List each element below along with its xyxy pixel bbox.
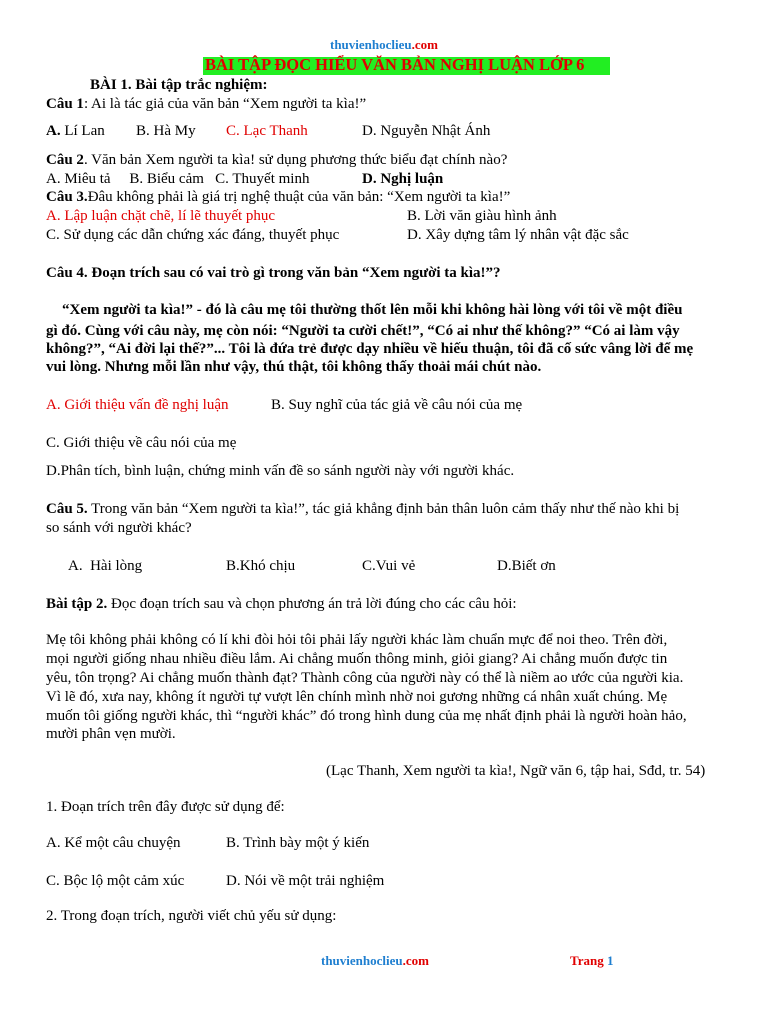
q1-option-c: C. Lạc Thanh (226, 123, 308, 139)
q5-question-line2: so sánh với người khác? (46, 520, 192, 536)
bai2-sub1-option-d: D. Nói về một trải nghiệm (226, 873, 385, 889)
q5-option-a: A. Hài lòng (68, 558, 143, 574)
q1-question (46, 95, 366, 113)
bai2-sub1-question: 1. Đoạn trích trên đây được sử dụng để: (46, 799, 285, 815)
q5-label: Câu 5. (46, 501, 88, 517)
footer-site-name (321, 953, 429, 969)
q3-option-c: C. Sử dụng các dẫn chứng xác đáng, thuyết phục (46, 227, 340, 243)
q5-option-d: D.Biết ơn (497, 558, 556, 574)
bai2-instruction (46, 595, 517, 613)
bai2-source: (Lạc Thanh, Xem người ta kìa!, Ngữ văn 6, tập hai, Sđd, tr. 54) (326, 763, 706, 779)
page-title: BÀI TẬP ĐỌC HIỂU VĂN BẢN NGHỊ LUẬN LỚP 6 (205, 55, 585, 74)
footer-site-part1: thuvienhoclieu (321, 953, 403, 968)
q2-label: Câu 2 (46, 152, 84, 168)
bai2-sub2-question: 2. Trong đoạn trích, người viết chủ yếu sử dụng: (46, 908, 337, 924)
q1-option-a (46, 122, 105, 140)
q3-question (46, 188, 510, 206)
q1-option-d: D. Nguyễn Nhật Ánh (362, 123, 491, 139)
bai2-passage-line: mười phân vẹn mười. (46, 726, 176, 742)
q4-excerpt-line: “Xem người ta kìa!” - đó là câu mẹ tôi thường thốt lên mỗi khi không hài lòng với tôi về một điều (62, 302, 683, 318)
q1-a-label: A. (46, 123, 61, 139)
bai2-passage-line: yêu, tôn trọng? Ai chẳng muốn thành đạt? Thành công của người này có thể là niềm ao ước của người kia. (46, 670, 684, 686)
q5-text: Trong văn bản “Xem người ta kìa!”, tác giả khẳng định bản thân luôn cảm thấy như thế nào khi bị (87, 501, 680, 517)
q4-excerpt-line: không?”, “Ai đời lại thế?”... Tôi là đứa trẻ được dạy nhiều về hiếu thuận, tôi đã cố sức vâng lời để mẹ (46, 341, 694, 357)
q1-label: Câu 1 (46, 96, 84, 112)
bai2-passage-line: muốn tôi giống người khác, thì “người khác” đó trong hình dung của mẹ nhất định phải là người hoàn hảo, (46, 708, 687, 724)
q2-option-d: D. Nghị luận (362, 171, 444, 187)
q1-text: : Ai là tác giả của văn bản “Xem người ta kìa!” (83, 96, 367, 112)
q3-option-b: B. Lời văn giàu hình ảnh (407, 208, 557, 224)
q5-option-b: B.Khó chịu (226, 558, 296, 574)
footer-page-number (570, 953, 613, 969)
bai2-text: Đọc đoạn trích sau và chọn phương án trả lời đúng cho các câu hỏi: (107, 596, 517, 612)
q1-option-b: B. Hà My (136, 123, 196, 139)
q4-option-b: B. Suy nghĩ của tác giả về câu nói của mẹ (271, 397, 523, 413)
q4-excerpt-line: gì đó. Cùng với câu này, mẹ còn nói: “Người ta cười chết!”, “Có ai như thế không?” “Có ai làm vậy (46, 323, 680, 339)
site-name-part2: .com (411, 37, 438, 52)
bai2-passage-line: Mẹ tôi không phải không có lí khi đòi hỏi tôi phải lấy người khác làm chuẩn mực để noi theo. Trên đời, (46, 632, 668, 648)
q4-question: Câu 4. Đoạn trích sau có vai trò gì trong văn bản “Xem người ta kìa!”? (46, 265, 501, 281)
footer-site-part2: .com (402, 953, 429, 968)
bai2-label: Bài tập 2. (46, 596, 108, 612)
bai2-passage-line: Vì lẽ đó, xưa nay, không ít người tự vượt lên chính mình nhờ noi gương những cá nhân xuất chúng. Mẹ (46, 689, 668, 705)
q4-option-d: D.Phân tích, bình luận, chứng minh vấn đề so sánh người này với người khác. (46, 463, 515, 479)
site-name-part1: thuvienhoclieu (330, 37, 412, 52)
q5-question-line1 (46, 500, 679, 518)
q3-option-d: D. Xây dựng tâm lý nhân vật đặc sắc (407, 227, 629, 243)
q2-text: . Văn bản Xem người ta kìa! sử dụng phương thức biểu đạt chính nào? (83, 152, 508, 168)
bai2-passage-line: mọi người giống nhau nhiều điều lắm. Ai chẳng muốn thông minh, giỏi giang? Ai chẳng muốn được tin (46, 651, 668, 667)
bai1-heading: BÀI 1. Bài tập trắc nghiệm: (90, 77, 268, 93)
page-number: 1 (606, 953, 614, 968)
q3-option-a: A. Lập luận chặt chẽ, lí lẽ thuyết phục (46, 208, 276, 224)
page-label: Trang (570, 953, 607, 968)
header-site-name (0, 37, 768, 53)
q4-excerpt-line: vui lòng. Nhưng mỗi lần như vậy, thú thật, tôi không thấy thoải mái chút nào. (46, 359, 542, 375)
q4-option-c: C. Giới thiệu về câu nói của mẹ (46, 435, 237, 451)
q4-option-a: A. Giới thiệu vấn đề nghị luận (46, 397, 229, 413)
q3-text: Đâu không phải là giá trị nghệ thuật của văn bản: “Xem người ta kìa!” (87, 189, 511, 205)
q5-option-c: C.Vui vẻ (362, 558, 416, 574)
q3-label: Câu 3. (46, 189, 88, 205)
bai2-sub1-option-c: C. Bộc lộ một cảm xúc (46, 873, 185, 889)
bai2-sub1-option-b: B. Trình bày một ý kiến (226, 835, 370, 851)
bai2-sub1-option-a: A. Kể một câu chuyện (46, 835, 181, 851)
q1-a-text: Lí Lan (60, 123, 105, 139)
q2-question (46, 151, 507, 169)
q2-options-abc: A. Miêu tả B. Biểu cảm C. Thuyết minh (46, 171, 310, 187)
